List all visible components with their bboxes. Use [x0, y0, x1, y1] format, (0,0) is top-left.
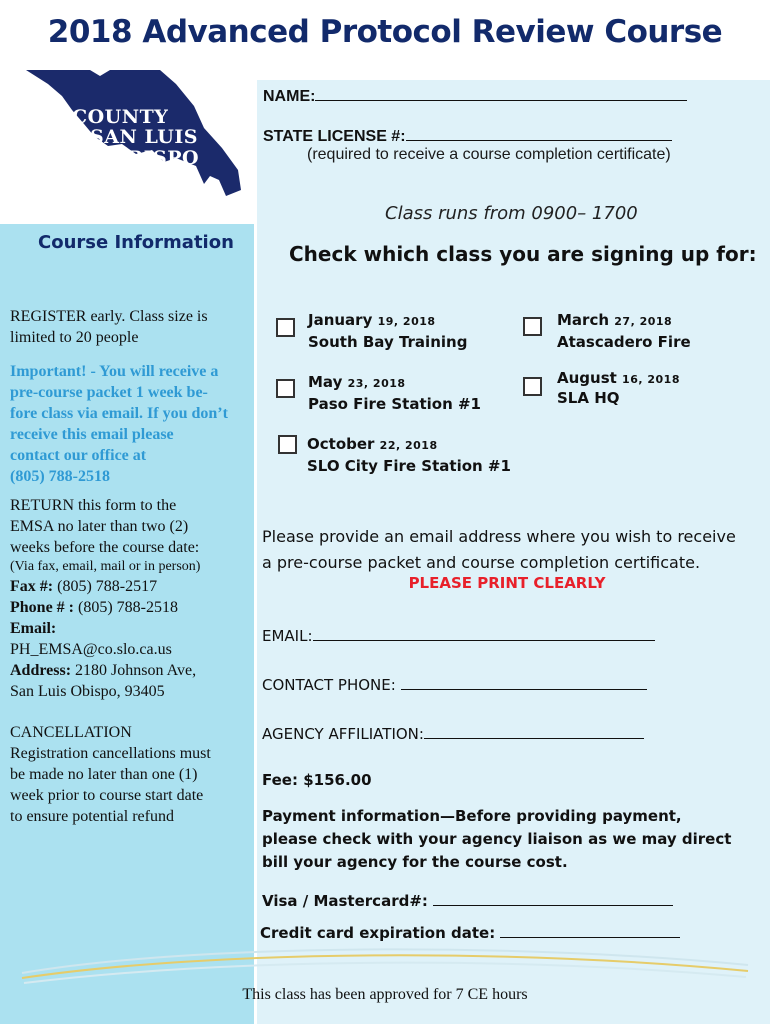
card-expiry-field[interactable] — [260, 922, 680, 945]
class-location: Atascadero Fire — [557, 333, 691, 351]
class-time: Class runs from 0900– 1700 — [385, 203, 638, 224]
contact-phone-field[interactable] — [262, 675, 647, 694]
address-value: 2180 Johnson Ave, — [75, 662, 197, 679]
register-text: REGISTER early. Class size is limited to 20 people — [10, 308, 208, 346]
logo-line-san-luis: SAN LUIS — [90, 126, 198, 148]
address-label: Address: — [10, 662, 72, 679]
card-number-label: Visa / Mastercard#: — [262, 892, 428, 910]
checkbox[interactable] — [278, 435, 297, 454]
class-location: South Bay Training — [308, 333, 468, 351]
license-label: STATE LICENSE #: — [263, 128, 406, 145]
class-date: October 22, 2018 — [307, 435, 438, 453]
logo-line-obispo: OBISPO — [110, 147, 200, 169]
class-date: August 16, 2018 — [557, 369, 680, 387]
name-field[interactable] — [263, 86, 687, 106]
phone-value: (805) 788-2518 — [78, 599, 178, 616]
email-label: Email: — [10, 620, 57, 637]
email-label: EMAIL: — [262, 627, 313, 645]
class-select-heading: Check which class you are signing up for: — [289, 242, 757, 266]
class-location: Paso Fire Station #1 — [308, 395, 481, 413]
contact-phone-line[interactable] — [401, 675, 647, 690]
email-line[interactable] — [313, 626, 655, 641]
email-value: PH_EMSA@co.slo.ca.us — [10, 641, 172, 658]
course-fee: Fee: $156.00 — [262, 771, 372, 789]
email-field[interactable] — [262, 626, 655, 645]
name-label: NAME: — [263, 88, 316, 105]
card-expiry-line[interactable] — [500, 923, 680, 938]
checkbox[interactable] — [523, 377, 542, 396]
phone-label: Phone # : — [10, 599, 74, 616]
class-location: SLO City Fire Station #1 — [307, 457, 511, 475]
checkbox[interactable] — [276, 379, 295, 398]
class-date: May 23, 2018 — [308, 373, 406, 391]
checkbox[interactable] — [523, 317, 542, 336]
class-date: March 27, 2018 — [557, 311, 673, 329]
county-logo — [26, 66, 246, 216]
contact-phone-label: CONTACT PHONE: — [262, 676, 396, 694]
page-title: 2018 Advanced Protocol Review Course — [47, 14, 723, 50]
agency-label: AGENCY AFFILIATION: — [262, 725, 424, 743]
logo-line-county: COUNTY — [72, 106, 169, 128]
print-clearly-notice: PLEASE PRINT CLEARLY — [408, 574, 606, 592]
card-number-line[interactable] — [433, 891, 673, 906]
fax-label: Fax #: — [10, 578, 54, 595]
license-note: (required to receive a course completion certificate) — [307, 146, 671, 163]
license-line[interactable] — [406, 126, 672, 141]
return-instructions: RETURN this form to the EMSA no later than two (2) weeks before the course date: (Via fax, email, mail or in person) Fax #: (805) 788-2517 Phone # : (805) 788-2518 Email: PH_EMSA@co.slo.ca.us Address: 2180 Johnson Ave, San Luis Obispo, 93405 — [10, 495, 254, 702]
license-field[interactable] — [263, 126, 672, 146]
agency-field[interactable] — [262, 724, 644, 743]
course-info-heading: Course Information — [38, 232, 234, 253]
cancellation-policy: CANCELLATION Registration cancellations must be made no later than one (1) week prior to course start date to ensure potential refund — [10, 724, 211, 825]
checkbox[interactable] — [276, 318, 295, 337]
fax-value: (805) 788-2517 — [57, 578, 158, 595]
address-city: San Luis Obispo, 93405 — [10, 683, 165, 700]
name-line[interactable] — [315, 86, 687, 101]
email-instructions: Please provide an email address where you wish to receive a pre-course packet and course completion certificate. — [262, 527, 736, 572]
payment-information: Payment information—Before providing payment, please check with your agency liaison as we may direct bill your agency for the course cost. — [262, 807, 732, 871]
decorative-swoosh — [0, 945, 770, 990]
class-location: SLA HQ — [557, 389, 620, 407]
card-number-field[interactable] — [262, 890, 673, 913]
class-date: January 19, 2018 — [308, 311, 436, 329]
card-expiry-label: Credit card expiration date: — [260, 924, 496, 942]
ce-hours-note: This class has been approved for 7 CE hours — [242, 986, 528, 1003]
agency-line[interactable] — [424, 724, 644, 739]
logo-of: of — [74, 132, 86, 145]
important-notice: Important! - You will receive a pre-course packet 1 week be- fore class via email. If you don’t receive this email please contact our office at (805) 788-2518 — [10, 363, 228, 485]
